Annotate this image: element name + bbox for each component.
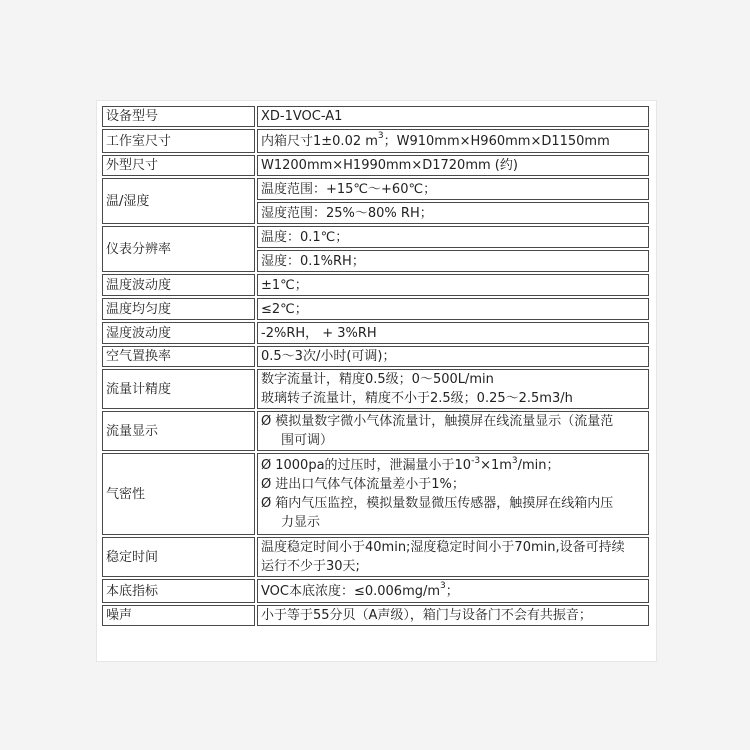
flow-accuracy-line: 数字流量计，精度0.5级；0～500L/min bbox=[261, 372, 494, 387]
humi-range-value: 湿度范围：25%～80% RH； bbox=[257, 202, 649, 224]
flow-display-line: 围可调） bbox=[281, 433, 334, 448]
superscript: 3 bbox=[511, 455, 518, 466]
background-text: VOC本底浓度：≤0.006mg/m bbox=[261, 583, 441, 599]
table-row bbox=[102, 411, 649, 451]
temp-resolution-value: 温度：0.1℃； bbox=[257, 226, 649, 248]
row-label: 气密性 bbox=[102, 453, 255, 535]
humi-resolution-value: 湿度：0.1%RH； bbox=[257, 250, 649, 272]
row-label: 流量计精度 bbox=[102, 369, 255, 409]
model-value: XD-1VOC-A1 bbox=[257, 106, 649, 127]
table-row bbox=[102, 346, 649, 367]
bullet-symbol: Ø bbox=[261, 496, 272, 511]
table-row bbox=[102, 106, 649, 127]
stable-time-value bbox=[257, 537, 649, 577]
stable-time-line: 温度稳定时间小于40min;湿度稳定时间小于70min,设备可持续 bbox=[261, 540, 625, 555]
background-value bbox=[257, 579, 649, 603]
row-label: 温度波动度 bbox=[102, 274, 255, 296]
bullet-symbol: Ø bbox=[261, 414, 272, 429]
row-label: 空气置换率 bbox=[102, 346, 255, 367]
background-text: ； bbox=[445, 583, 459, 599]
row-label: 温/湿度 bbox=[102, 178, 255, 224]
airtight-text: 箱内气压监控，模拟量数显微压传感器，触摸屏在线箱内压 bbox=[275, 496, 614, 511]
outer-size-value: W1200mm×H1990mm×D1720mm (约) bbox=[257, 155, 649, 176]
row-label: 稳定时间 bbox=[102, 537, 255, 577]
spec-panel bbox=[96, 100, 657, 662]
row-label: 本底指标 bbox=[102, 579, 255, 603]
superscript: -3 bbox=[471, 455, 481, 466]
airtightness-value bbox=[257, 453, 649, 535]
chamber-dims: ；W910mm×H960mm×D1150mm bbox=[383, 133, 610, 149]
table-row bbox=[102, 226, 649, 248]
row-label: 工作室尺寸 bbox=[102, 129, 255, 153]
row-label: 流量显示 bbox=[102, 411, 255, 451]
flow-display-value bbox=[257, 411, 649, 451]
stable-time-line: 运行不少于30天; bbox=[261, 559, 360, 574]
table-row bbox=[102, 178, 649, 200]
noise-value: 小于等于55分贝（A声级），箱门与设备门不会有共振音； bbox=[257, 605, 649, 626]
airtight-text: 进出口气体气体流量差小于1%； bbox=[275, 477, 465, 492]
table-row bbox=[102, 369, 649, 409]
row-label: 仪表分辨率 bbox=[102, 226, 255, 272]
flow-accuracy-value bbox=[257, 369, 649, 409]
airtight-item bbox=[261, 494, 645, 513]
row-label: 湿度波动度 bbox=[102, 322, 255, 344]
table-row bbox=[102, 453, 649, 535]
chamber-size-value bbox=[257, 129, 649, 153]
flow-accuracy-line: 玻璃转子流量计，精度不小于2.5级；0.25～2.5m3/h bbox=[261, 391, 573, 406]
table-row bbox=[102, 322, 649, 344]
superscript: 3 bbox=[377, 131, 384, 142]
table-row bbox=[102, 579, 649, 603]
bullet-symbol: Ø bbox=[261, 458, 272, 473]
airtight-item bbox=[261, 475, 645, 494]
airtight-text: ×1m bbox=[480, 458, 512, 473]
row-label: 温度均匀度 bbox=[102, 298, 255, 320]
airtight-text: 1000pa的过压时，泄漏量小于10 bbox=[275, 458, 472, 473]
flow-display-line: 模拟量数字微小气体流量计，触摸屏在线流量显示（流量范 bbox=[275, 414, 614, 429]
table-row bbox=[102, 155, 649, 176]
row-label: 设备型号 bbox=[102, 106, 255, 127]
airtight-text: 力显示 bbox=[281, 515, 321, 530]
table-row bbox=[102, 274, 649, 296]
bullet-symbol: Ø bbox=[261, 477, 272, 492]
chamber-text: 内箱尺寸1±0.02 m bbox=[261, 133, 378, 149]
air-exchange-value: 0.5～3次/小时(可调)； bbox=[257, 346, 649, 367]
temp-fluctuation-value: ±1℃； bbox=[257, 274, 649, 296]
table-row bbox=[102, 129, 649, 153]
temp-uniformity-value: ≤2℃； bbox=[257, 298, 649, 320]
temp-range-value: 温度范围：+15℃～+60℃； bbox=[257, 178, 649, 200]
superscript: 3 bbox=[440, 581, 446, 592]
table-row bbox=[102, 537, 649, 577]
airtight-item bbox=[261, 456, 645, 475]
table-row bbox=[102, 298, 649, 320]
humi-fluctuation-value: -2%RH， + 3%RH bbox=[257, 322, 649, 344]
row-label: 噪声 bbox=[102, 605, 255, 626]
spec-table bbox=[100, 104, 651, 628]
table-row bbox=[102, 605, 649, 626]
airtight-text: /min； bbox=[517, 458, 560, 473]
row-label: 外型尺寸 bbox=[102, 155, 255, 176]
